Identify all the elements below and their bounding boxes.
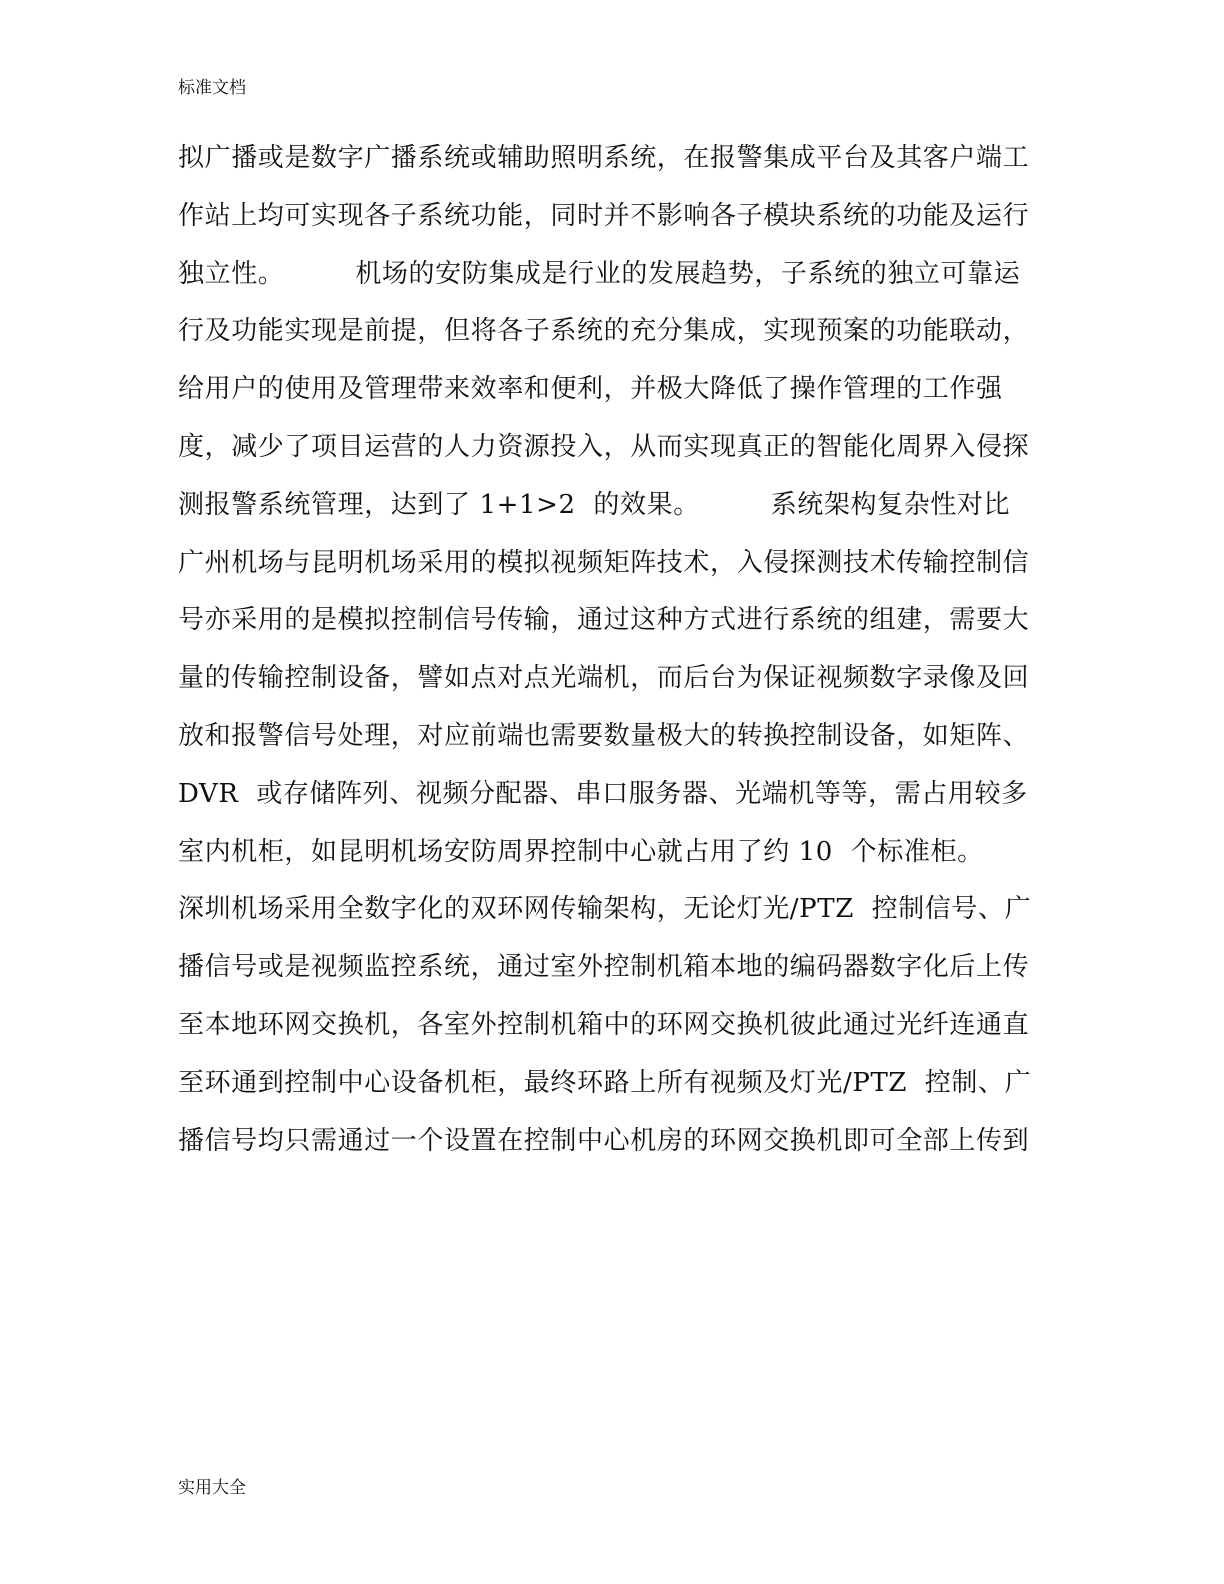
text-line: 播信号均只需通过一个设置在控制中心机房的环网交换机即可全部上传到 [178,1125,1030,1156]
text-line: 给用户的使用及管理带来效率和便利，并极大降低了操作管理的工作强 [178,374,1003,405]
text-line: 至本地环网交换机，各室外控制机箱中的环网交换机彼此通过光纤连通直 [178,1009,1030,1040]
text-line: 深圳机场采用全数字化的双环网传输架构，无论灯光/PTZ 控制信号、广 [178,894,1032,925]
page-footer: 实用大全 [178,1478,246,1498]
text-line: 放和报警信号处理，对应前端也需要数量极大的转换控制设备，如矩阵、 [178,720,1030,751]
page-header: 标准文档 [178,78,246,98]
text-line: 量的传输控制设备，譬如点对点光端机，而后台为保证视频数字录像及回 [178,663,1030,694]
text-line: 独立性。 机场的安防集成是行业的发展趋势，子系统的独立可靠运 [178,258,1021,289]
text-line: 室内机柜，如昆明机场安防周界控制中心就占用了约 10 个标准柜。 [178,836,984,867]
text-line: 度，减少了项目运营的人力资源投入，从而实现真正的智能化周界入侵探 [178,431,1030,462]
text-line: 拟广播或是数字广播系统或辅助照明系统，在报警集成平台及其客户端工 [178,143,1030,173]
text-line: 至环通到控制中心设备机柜，最终环路上所有视频及灯光/PTZ 控制、广 [178,1067,1032,1098]
body-text [178,134,1048,1174]
text-line: 播信号或是视频监控系统，通过室外控制机箱本地的编码器数字化后上传 [178,952,1030,983]
text-line: DVR 或存储阵列、视频分配器、串口服务器、光端机等等，需占用较多 [178,778,1028,809]
text-line: 作站上均可实现各子系统功能，同时并不影响各子模块系统的功能及运行 [178,200,1030,231]
text-line: 广州机场与昆明机场采用的模拟视频矩阵技术，入侵探测技术传输控制信 [178,547,1030,578]
text-line: 行及功能实现是前提，但将各子系统的充分集成，实现预案的功能联动， [178,316,1030,347]
text-line: 号亦采用的是模拟控制信号传输，通过这种方式进行系统的组建，需要大 [178,605,1030,636]
text-line: 测报警系统管理，达到了 1+1>2 的效果。 系统架构复杂性对比 [178,489,1011,520]
